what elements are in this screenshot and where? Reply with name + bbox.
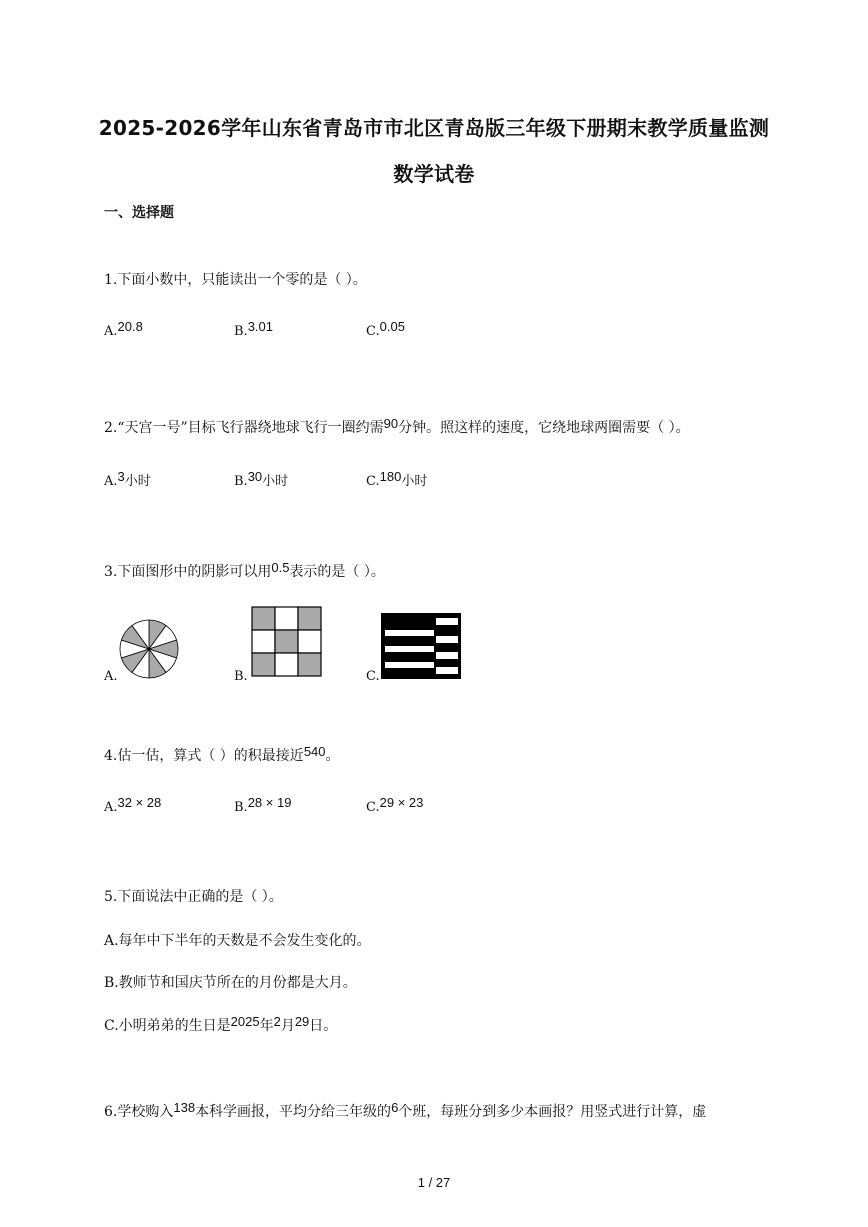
q3-number: 0.5 bbox=[271, 560, 290, 575]
q3-circle-figure bbox=[118, 618, 180, 680]
q3-bar-figure bbox=[380, 612, 462, 680]
q4-option-a-value: 32 × 28 bbox=[117, 795, 162, 810]
grid-cell bbox=[275, 607, 298, 630]
q1-option-c-letter: C. bbox=[366, 324, 380, 339]
page-number: 1 / 27 bbox=[417, 1175, 451, 1190]
q3-option-b[interactable]: B. bbox=[234, 669, 248, 684]
q4-option-b-value: 28 × 19 bbox=[247, 795, 292, 810]
q5-option-c-mid2: 月 bbox=[280, 1018, 295, 1034]
q2-option-c-letter: C. bbox=[366, 474, 380, 489]
q2-text-post: 分钟。照这样的速度，它绕地球两圈需要（ ）。 bbox=[398, 420, 690, 436]
q1-option-c[interactable] bbox=[366, 321, 405, 342]
q6-text-mid: 本科学画报，平均分给三年级的 bbox=[195, 1104, 392, 1120]
q2-option-b[interactable] bbox=[234, 471, 288, 492]
grid-cell bbox=[275, 630, 298, 653]
q5-option-a[interactable]: A.每年中下半年的天数是不会发生变化的。 bbox=[104, 933, 371, 949]
q2-text-pre: 2.“天宫一号”目标飞行器绕地球飞行一圈约需 bbox=[104, 420, 384, 436]
q3-text-pre: 3.下面图形中的阴影可以用 bbox=[104, 564, 272, 580]
q6-number-2: 6 bbox=[391, 1100, 399, 1115]
q4-text-pre: 4.估一估，算式（ ）的积最接近 bbox=[104, 748, 304, 764]
grid-cell bbox=[298, 630, 321, 653]
bar-figure-stripe bbox=[436, 652, 458, 659]
bar-figure-stripe bbox=[436, 636, 458, 643]
q2-option-b-value: 30 bbox=[247, 469, 263, 484]
q2-option-a[interactable] bbox=[104, 471, 151, 492]
bar-figure-stripe bbox=[436, 618, 458, 625]
q3-figure-a bbox=[118, 618, 180, 680]
page-title: 2025-2026学年山东省青岛市市北区青岛版三年级下册期末教学质量监测 bbox=[98, 116, 770, 140]
q6-text-post: 个班，每班分到多少本画报？用竖式进行计算，虚 bbox=[398, 1104, 707, 1120]
q5-option-c-mid1: 年 bbox=[259, 1018, 274, 1034]
q5-option-c-year: 2025 bbox=[230, 1014, 260, 1029]
q3-option-c[interactable]: C. bbox=[366, 669, 380, 684]
q2-option-c[interactable] bbox=[366, 471, 427, 492]
q1-option-a-letter: A. bbox=[104, 324, 118, 339]
q4-option-a-letter: A. bbox=[104, 800, 118, 815]
q6-text-pre: 6.学校购入 bbox=[104, 1104, 174, 1120]
q2-option-c-unit: 小时 bbox=[401, 474, 428, 489]
q4-option-a[interactable] bbox=[104, 797, 161, 818]
section-title: 一、选择题 bbox=[104, 205, 174, 221]
q2-option-c-value: 180 bbox=[379, 469, 402, 484]
q1-option-c-value: 0.05 bbox=[379, 319, 405, 334]
q1-option-b[interactable] bbox=[234, 321, 273, 342]
q5-option-c-day: 29 bbox=[294, 1014, 310, 1029]
q5-option-b[interactable]: B.教师节和国庆节所在的月份都是大月。 bbox=[104, 975, 357, 991]
question-1-text: 1.下面小数中，只能读出一个零的是（ ）。 bbox=[104, 272, 367, 288]
grid-cell bbox=[298, 653, 321, 676]
q2-option-a-letter: A. bbox=[104, 474, 118, 489]
grid-cell bbox=[275, 653, 298, 676]
q4-option-b-letter: B. bbox=[234, 800, 248, 815]
q5-option-c-post: 日。 bbox=[309, 1018, 338, 1034]
q1-option-a[interactable] bbox=[104, 321, 143, 342]
q2-option-b-unit: 小时 bbox=[262, 474, 289, 489]
q4-option-c-value: 29 × 23 bbox=[379, 795, 424, 810]
bar-figure-stripe bbox=[436, 667, 458, 674]
grid-cell bbox=[252, 653, 275, 676]
q4-option-c[interactable] bbox=[366, 797, 423, 818]
q5-option-c[interactable] bbox=[104, 1016, 337, 1036]
page-subtitle: 数学试卷 bbox=[393, 162, 475, 186]
question-4-text bbox=[104, 746, 340, 766]
q3-figure-b bbox=[250, 605, 323, 678]
bar-figure-stripe bbox=[385, 662, 434, 668]
q4-number: 540 bbox=[303, 744, 326, 759]
q5-option-c-month: 2 bbox=[273, 1014, 281, 1029]
q4-text-post: 。 bbox=[325, 748, 340, 764]
q2-option-a-unit: 小时 bbox=[124, 474, 151, 489]
question-2-text bbox=[104, 418, 690, 438]
question-5-text: 5.下面说法中正确的是（ ）。 bbox=[104, 889, 283, 905]
q2-option-a-value: 3 bbox=[117, 469, 125, 484]
q1-option-b-letter: B. bbox=[234, 324, 248, 339]
question-3-text bbox=[104, 562, 385, 582]
q3-figure-c bbox=[380, 612, 462, 680]
grid-cell bbox=[298, 607, 321, 630]
q3-option-a[interactable]: A. bbox=[104, 669, 118, 684]
question-6-text bbox=[104, 1102, 706, 1122]
q3-text-post: 表示的是（ ）。 bbox=[289, 564, 385, 580]
bar-figure-stripe bbox=[385, 630, 434, 636]
q1-option-a-value: 20.8 bbox=[117, 319, 143, 334]
q5-option-c-pre: C.小明弟弟的生日是 bbox=[104, 1018, 231, 1034]
q1-option-b-value: 3.01 bbox=[247, 319, 273, 334]
q2-option-b-letter: B. bbox=[234, 474, 248, 489]
q4-option-c-letter: C. bbox=[366, 800, 380, 815]
grid-cell bbox=[252, 630, 275, 653]
q6-number-1: 138 bbox=[173, 1100, 196, 1115]
bar-figure-stripe bbox=[385, 646, 434, 652]
q2-number: 90 bbox=[383, 416, 399, 431]
q4-option-b[interactable] bbox=[234, 797, 291, 818]
grid-cell bbox=[252, 607, 275, 630]
q3-grid-figure bbox=[250, 605, 323, 678]
